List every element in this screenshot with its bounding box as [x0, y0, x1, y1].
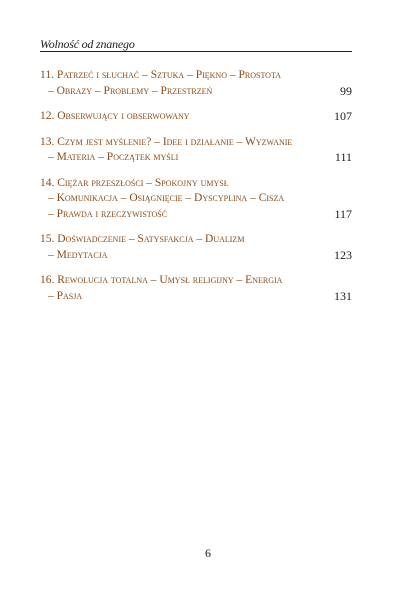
toc-entry-text: Doświadczenie – Satysfakcja – Dualizm — [57, 233, 245, 245]
toc-entry-text: Obserwujący i obserwowany — [57, 110, 190, 122]
toc-entry-title — [40, 109, 352, 125]
toc-entry-number: 15. — [40, 233, 55, 245]
toc-entry-number: 11. — [40, 69, 54, 81]
toc-entry-number: 12. — [40, 110, 55, 122]
toc-entry-text: Czym jest myślenie? – Idee i działanie – Wyzwanie — [57, 135, 293, 148]
toc-entry[interactable] — [40, 232, 352, 263]
toc-entry[interactable] — [40, 135, 352, 166]
toc-entry-continuation: – Pasja — [48, 289, 83, 302]
toc-entry[interactable] — [40, 273, 352, 304]
running-head: Wolność od znanego — [40, 37, 135, 51]
toc-entry-continuation: – Materia – Początek myśli — [48, 151, 179, 163]
toc-entry-number: 16. — [40, 274, 55, 286]
toc-entry-page: 107 — [334, 109, 352, 123]
toc-entry-page: 99 — [340, 83, 352, 98]
toc-entry[interactable] — [40, 68, 352, 99]
toc-entry-text: Ciężar przeszłości – Spokojny umysł — [57, 176, 229, 189]
toc-entry-page: 117 — [334, 206, 352, 221]
page-number: 6 — [205, 546, 211, 560]
toc-entry-text: Patrzeć i słuchać – Sztuka – Piękno – Prostota — [56, 69, 281, 81]
toc-entry-continuation: – Komunikacja – Osiągnięcie – Dyscyplina – Cisza — [48, 192, 285, 204]
toc-entry-continuation: – Medytacja — [48, 248, 108, 261]
toc-entry-page: 131 — [334, 288, 352, 303]
toc-entry-title — [40, 135, 352, 151]
table-of-contents — [40, 68, 352, 314]
toc-entry-continuation: – Obrazy – Problemy – Przestrzeń — [48, 84, 213, 97]
toc-entry-page: 123 — [334, 247, 352, 262]
toc-entry-title — [40, 176, 352, 192]
toc-entry-page: 111 — [334, 150, 352, 164]
toc-entry-number: 13. — [40, 135, 55, 148]
toc-entry-number: 14. — [40, 176, 55, 189]
toc-entry[interactable] — [40, 109, 352, 125]
toc-entry-title — [40, 68, 352, 84]
toc-entry-continuation: – Prawda i rzeczywistość — [48, 207, 168, 220]
toc-entry-title — [40, 273, 352, 289]
toc-entry-title — [40, 232, 352, 248]
toc-entry-text: Rewolucja totalna – Umysł religijny – Energia — [57, 274, 283, 286]
toc-entry[interactable] — [40, 176, 352, 223]
header-rule — [40, 51, 352, 52]
